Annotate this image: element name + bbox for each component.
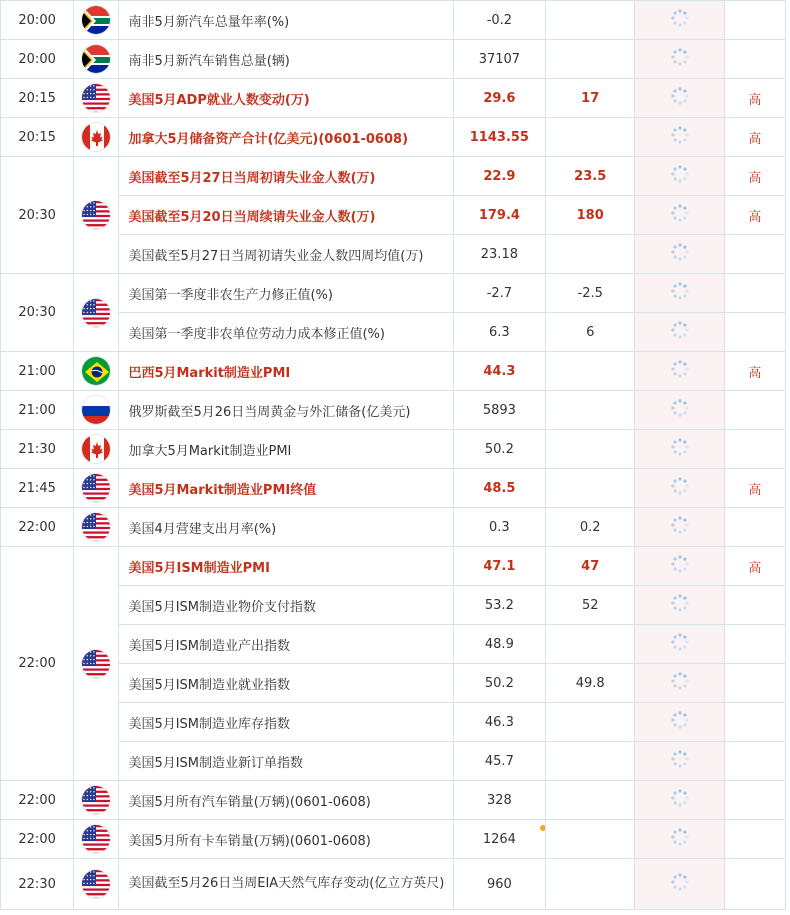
loading-cell — [635, 547, 724, 586]
event-time: 20:30 — [1, 274, 74, 352]
forecast-value — [546, 703, 635, 742]
event-name[interactable]: 美国5月ISM制造业新订单指数 — [119, 742, 453, 781]
loading-cell — [635, 781, 724, 820]
importance — [724, 664, 785, 703]
actual-value: 179.4 — [453, 196, 545, 235]
importance — [724, 274, 785, 313]
loading-spinner-icon — [670, 749, 690, 773]
event-name[interactable]: 巴西5月Markit制造业PMI — [119, 352, 453, 391]
importance — [724, 508, 785, 547]
flag-cell — [74, 781, 119, 820]
actual-value: 6.3 — [453, 313, 545, 352]
forecast-value — [546, 742, 635, 781]
loading-spinner-icon — [670, 281, 690, 305]
actual-value: 46.3 — [453, 703, 545, 742]
importance — [724, 313, 785, 352]
usa-flag-icon — [81, 83, 111, 113]
loading-cell — [635, 118, 724, 157]
event-name[interactable]: 加拿大5月Markit制造业PMI — [119, 430, 453, 469]
loading-cell — [635, 79, 724, 118]
actual-value: 1143.55 — [453, 118, 545, 157]
loading-spinner-icon — [670, 125, 690, 149]
event-name[interactable]: 美国截至5月20日当周续请失业金人数(万) — [119, 196, 453, 235]
actual-value: 5893 — [453, 391, 545, 430]
event-name[interactable]: 美国截至5月27日当周初请失业金人数四周均值(万) — [119, 235, 453, 274]
flag-cell — [74, 118, 119, 157]
actual-value: 50.2 — [453, 430, 545, 469]
loading-spinner-icon — [670, 86, 690, 110]
actual-value: 37107 — [453, 40, 545, 79]
importance: 高 — [724, 196, 785, 235]
loading-spinner-icon — [670, 203, 690, 227]
importance: 高 — [724, 118, 785, 157]
usa-flag-icon — [81, 785, 111, 815]
forecast-value: -2.5 — [546, 274, 635, 313]
event-name[interactable]: 美国截至5月27日当周初请失业金人数(万) — [119, 157, 453, 196]
event-name[interactable]: 美国截至5月26日当周EIA天然气库存变动(亿立方英尺) — [119, 859, 453, 910]
table-row — [1, 625, 786, 664]
importance — [724, 586, 785, 625]
russia-flag-icon — [81, 395, 111, 425]
table-row — [1, 508, 786, 547]
actual-value: 22.9 — [453, 157, 545, 196]
loading-spinner-icon — [670, 359, 690, 383]
flag-cell — [74, 391, 119, 430]
event-name[interactable]: 美国5月ISM制造业库存指数 — [119, 703, 453, 742]
flag-cell — [74, 79, 119, 118]
loading-cell — [635, 664, 724, 703]
loading-spinner-icon — [670, 671, 690, 695]
importance: 高 — [724, 352, 785, 391]
forecast-value: 6 — [546, 313, 635, 352]
event-time: 22:30 — [1, 859, 74, 910]
forecast-value — [546, 40, 635, 79]
forecast-value — [546, 1, 635, 40]
usa-flag-icon — [81, 298, 111, 328]
loading-cell — [635, 274, 724, 313]
forecast-value — [546, 391, 635, 430]
forecast-value — [546, 781, 635, 820]
event-name[interactable]: 美国5月所有汽车销量(万辆)(0601-0608) — [119, 781, 453, 820]
forecast-value: 52 — [546, 586, 635, 625]
actual-value: 29.6 — [453, 79, 545, 118]
event-time: 20:15 — [1, 79, 74, 118]
table-row — [1, 196, 786, 235]
table-row — [1, 664, 786, 703]
importance — [724, 859, 785, 910]
forecast-value — [546, 820, 635, 859]
event-name[interactable]: 俄罗斯截至5月26日当周黄金与外汇储备(亿美元) — [119, 391, 453, 430]
importance — [724, 820, 785, 859]
loading-spinner-icon — [670, 476, 690, 500]
importance — [724, 1, 785, 40]
loading-cell — [635, 313, 724, 352]
table-row — [1, 547, 786, 586]
table-row — [1, 391, 786, 430]
loading-spinner-icon — [670, 632, 690, 656]
brazil-flag-icon — [81, 356, 111, 386]
table-row — [1, 742, 786, 781]
usa-flag-icon — [81, 512, 111, 542]
event-name[interactable]: 南非5月新汽车销售总量(辆) — [119, 40, 453, 79]
loading-spinner-icon — [670, 710, 690, 734]
table-row — [1, 79, 786, 118]
event-time: 20:30 — [1, 157, 74, 274]
actual-value: 960 — [453, 859, 545, 910]
importance — [724, 625, 785, 664]
usa-flag-icon — [81, 649, 111, 679]
forecast-value: 0.2 — [546, 508, 635, 547]
flag-cell — [74, 508, 119, 547]
flag-cell — [74, 820, 119, 859]
loading-spinner-icon — [670, 164, 690, 188]
table-row — [1, 1, 786, 40]
event-time: 21:00 — [1, 352, 74, 391]
actual-value: 48.5 — [453, 469, 545, 508]
event-name[interactable]: 南非5月新汽车总量年率(%) — [119, 1, 453, 40]
actual-value: 1264 — [453, 820, 545, 859]
flag-cell — [74, 547, 119, 781]
loading-spinner-icon — [670, 872, 690, 896]
table-row — [1, 235, 786, 274]
table-row — [1, 859, 786, 910]
actual-value: 50.2 — [453, 664, 545, 703]
importance — [724, 235, 785, 274]
loading-spinner-icon — [670, 398, 690, 422]
importance — [724, 430, 785, 469]
loading-spinner-icon — [670, 437, 690, 461]
flag-cell — [74, 469, 119, 508]
loading-cell — [635, 157, 724, 196]
actual-value: 47.1 — [453, 547, 545, 586]
event-name[interactable]: 美国5月所有卡车销量(万辆)(0601-0608) — [119, 820, 453, 859]
usa-flag-icon — [81, 473, 111, 503]
table-row — [1, 40, 786, 79]
forecast-value: 17 — [546, 79, 635, 118]
south-africa-flag-icon — [81, 44, 111, 74]
south-africa-flag-icon — [81, 5, 111, 35]
actual-value: 328 — [453, 781, 545, 820]
event-time: 22:00 — [1, 781, 74, 820]
forecast-value: 23.5 — [546, 157, 635, 196]
event-name[interactable]: 美国5月Markit制造业PMI终值 — [119, 469, 453, 508]
flag-cell — [74, 430, 119, 469]
loading-cell — [635, 196, 724, 235]
flag-cell — [74, 40, 119, 79]
loading-cell — [635, 235, 724, 274]
event-time: 21:00 — [1, 391, 74, 430]
importance: 高 — [724, 469, 785, 508]
loading-cell — [635, 703, 724, 742]
loading-spinner-icon — [670, 788, 690, 812]
flag-cell — [74, 859, 119, 910]
importance — [724, 703, 785, 742]
forecast-value — [546, 469, 635, 508]
table-row — [1, 352, 786, 391]
event-time: 20:00 — [1, 40, 74, 79]
forecast-value: 180 — [546, 196, 635, 235]
importance: 高 — [724, 157, 785, 196]
table-row — [1, 820, 786, 859]
loading-cell — [635, 352, 724, 391]
canada-flag-icon — [81, 122, 111, 152]
loading-cell — [635, 820, 724, 859]
table-row — [1, 430, 786, 469]
loading-cell — [635, 430, 724, 469]
event-name[interactable]: 美国5月ISM制造业物价支付指数 — [119, 586, 453, 625]
forecast-value: 49.8 — [546, 664, 635, 703]
table-row — [1, 781, 786, 820]
canada-flag-icon — [81, 434, 111, 464]
forecast-value — [546, 352, 635, 391]
loading-spinner-icon — [670, 8, 690, 32]
table-row — [1, 313, 786, 352]
loading-cell — [635, 742, 724, 781]
event-name[interactable]: 美国5月ADP就业人数变动(万) — [119, 79, 453, 118]
actual-value: 45.7 — [453, 742, 545, 781]
event-time: 22:00 — [1, 508, 74, 547]
flag-cell — [74, 1, 119, 40]
actual-value: -2.7 — [453, 274, 545, 313]
importance — [724, 781, 785, 820]
flag-cell — [74, 352, 119, 391]
event-name[interactable]: 美国第一季度非农单位劳动力成本修正值(%) — [119, 313, 453, 352]
importance — [724, 391, 785, 430]
loading-spinner-icon — [670, 554, 690, 578]
table-row — [1, 586, 786, 625]
actual-value: 23.18 — [453, 235, 545, 274]
table-row — [1, 274, 786, 313]
event-time: 21:45 — [1, 469, 74, 508]
actual-value: 0.3 — [453, 508, 545, 547]
event-time: 20:15 — [1, 118, 74, 157]
event-time: 20:00 — [1, 1, 74, 40]
loading-cell — [635, 469, 724, 508]
actual-value: 53.2 — [453, 586, 545, 625]
table-row — [1, 118, 786, 157]
actual-value: -0.2 — [453, 1, 545, 40]
forecast-value — [546, 430, 635, 469]
event-time: 22:00 — [1, 547, 74, 781]
loading-cell — [635, 391, 724, 430]
loading-cell — [635, 40, 724, 79]
table-row — [1, 703, 786, 742]
actual-value: 48.9 — [453, 625, 545, 664]
table-row — [1, 469, 786, 508]
event-name[interactable]: 加拿大5月储备资产合计(亿美元)(0601-0608) — [119, 118, 453, 157]
loading-cell — [635, 508, 724, 547]
flag-cell — [74, 274, 119, 352]
usa-flag-icon — [81, 824, 111, 854]
flag-cell — [74, 157, 119, 274]
loading-spinner-icon — [670, 242, 690, 266]
loading-spinner-icon — [670, 593, 690, 617]
importance: 高 — [724, 79, 785, 118]
loading-spinner-icon — [670, 827, 690, 851]
forecast-value: 47 — [546, 547, 635, 586]
forecast-value — [546, 625, 635, 664]
notification-dot-icon — [540, 825, 546, 831]
forecast-value — [546, 859, 635, 910]
importance — [724, 742, 785, 781]
event-name[interactable]: 美国5月ISM制造业就业指数 — [119, 664, 453, 703]
event-time: 21:30 — [1, 430, 74, 469]
importance — [724, 40, 785, 79]
forecast-value — [546, 118, 635, 157]
loading-cell — [635, 859, 724, 910]
loading-cell — [635, 586, 724, 625]
loading-cell — [635, 625, 724, 664]
event-name[interactable]: 美国第一季度非农生产力修正值(%) — [119, 274, 453, 313]
loading-spinner-icon — [670, 320, 690, 344]
loading-cell — [635, 1, 724, 40]
actual-value: 44.3 — [453, 352, 545, 391]
loading-spinner-icon — [670, 515, 690, 539]
importance: 高 — [724, 547, 785, 586]
usa-flag-icon — [81, 869, 111, 899]
table-row — [1, 157, 786, 196]
event-time: 22:00 — [1, 820, 74, 859]
event-name[interactable]: 美国5月ISM制造业PMI — [119, 547, 453, 586]
event-name[interactable]: 美国5月ISM制造业产出指数 — [119, 625, 453, 664]
event-name[interactable]: 美国4月营建支出月率(%) — [119, 508, 453, 547]
loading-spinner-icon — [670, 47, 690, 71]
forecast-value — [546, 235, 635, 274]
usa-flag-icon — [81, 200, 111, 230]
